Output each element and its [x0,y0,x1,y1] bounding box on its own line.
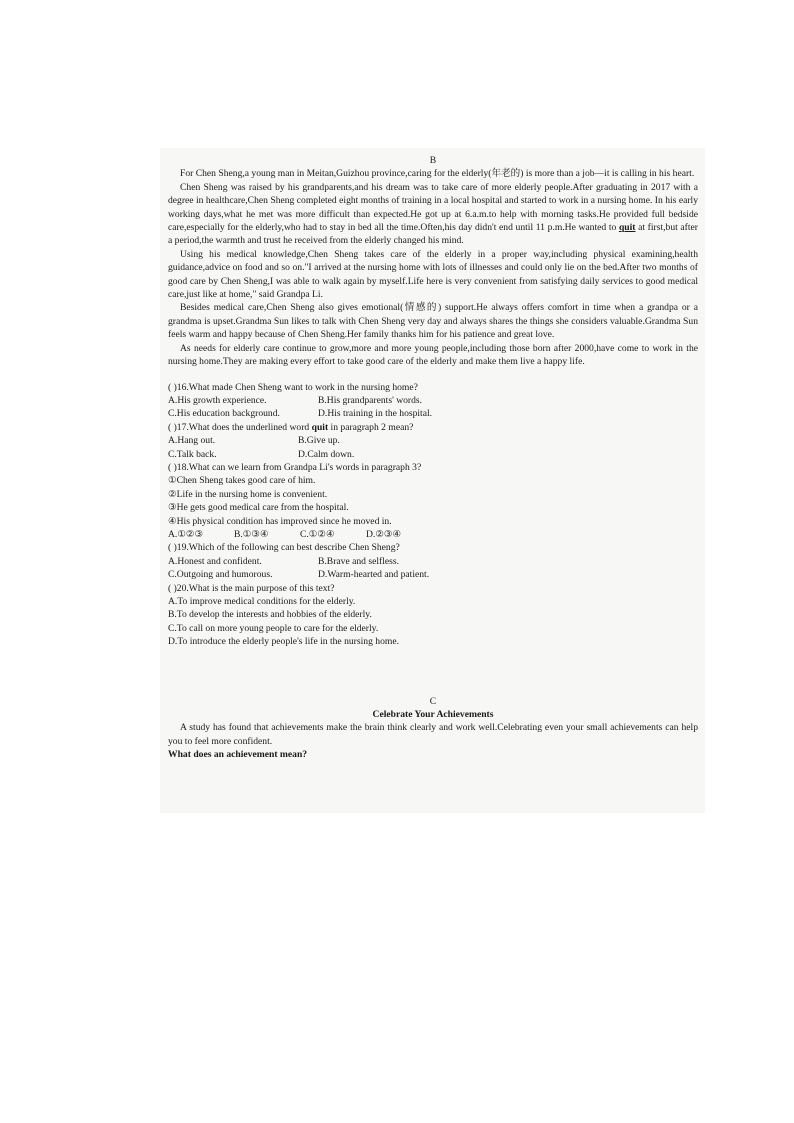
question-16-stem: ( )16.What made Chen Sheng want to work in the nursing home? [168,381,418,393]
question-17-option-b[interactable]: B.Give up. [298,435,340,447]
question-18-item-4: ④His physical condition has improved since he moved in. [168,515,392,527]
passage-b-paragraph-2-text: Chen Sheng was raised by his grandparents,and his dream was to take care of more elderly people.After graduating in 2017 with a degree in healthcare,Chen Sheng completed eight months of training in a local hospital and started to work in a nursing home. In his early working days,what he met was more difficult than expected.He got up at 6.a.m.to help with morning tasks.He provided full bedside care,especially for the elderly,who had to stay in bed all the time.Often,his day didn't end until 11 p.m.He wanted to [168,181,698,234]
questions [168,381,698,649]
passage-c-title: Celebrate Your Achievements [372,709,494,721]
question-19-option-d[interactable]: D.Warm-hearted and patient. [318,569,430,581]
question-16-option-b[interactable]: B.His grandparents' words. [318,394,423,406]
question-16-option-a[interactable]: A.His growth experience. [168,394,267,406]
question-19-option-a[interactable]: A.Honest and confident. [168,555,262,567]
passage-b-paragraph-2 [168,181,698,248]
question-20-option-a[interactable]: A.To improve medical conditions for the elderly. [168,596,356,607]
question-19-option-b[interactable]: B.Brave and selfless. [318,555,399,567]
question-17-options-cd [168,448,698,461]
section-c-letter: C [429,695,437,707]
question-18-option-b[interactable]: B.①③④ [234,528,269,540]
question-17-option-a[interactable]: A.Hang out. [168,435,216,447]
passage-c-subheading: What does an achievement mean? [168,749,308,761]
question-18-option-a[interactable]: A.①②③ [168,528,204,540]
question-19-option-c[interactable]: C.Outgoing and humorous. [168,569,273,581]
question-18-options [168,528,698,541]
question-19-stem: ( )19.Which of the following can best describe Chen Sheng? [168,542,400,554]
question-20-option-c[interactable]: C.To call on more young people to care for the elderly. [168,622,379,634]
question-17-stem [168,421,698,434]
question-18-item-2: ②Life in the nursing home is convenient. [168,488,328,500]
passage-b-paragraph-1: For Chen Sheng,a young man in Meitan,Guizhou province,caring for the elderly(年老的) is more than a job—it is calling in his heart. [180,168,695,180]
question-18-stem: ( )18.What can we learn from Grandpa Li's words in paragraph 3? [168,461,422,473]
passage-b-paragraph-5: As needs for elderly care continue to grow,more and more young people,including those born after 2000,have come to work in the nursing home.They are making every effort to take good care of the elderly and make them live a happy life. [168,342,698,368]
passage-c [168,695,698,762]
question-18-option-d[interactable]: D.②③④ [366,528,402,540]
question-16-options-cd [168,407,698,420]
question-19-options-cd [168,568,698,581]
exam-content [168,150,698,762]
question-17-keyword: quit [311,421,329,433]
question-18-item-3: ③He gets good medical care from the hospital. [168,502,349,514]
passage-b-paragraph-2-tail: at first,but after a period,the warmth and trust he received from the elderly changed his mind. [168,222,698,247]
question-18-item-1: ①Chen Sheng takes good care of him. [168,475,316,487]
question-18-option-c[interactable]: C.①②④ [300,528,335,540]
passage-b-paragraph-4: Besides medical care,Chen Sheng also gives emotional(情感的) support.He always offers comfort in time when a grandpa or a grandma is upset.Grandma Sun likes to talk with Chen Sheng very day and always shares the things she considers valuable.Grandma Sun feels warm and happy because of Chen Sheng.Her family thanks him for his patience and great love. [168,302,698,341]
question-17-option-c[interactable]: C.Talk back. [168,448,217,460]
question-17-stem-post: in paragraph 2 mean? [328,421,414,433]
passage-b [168,167,698,368]
passage-c-paragraph-1: A study has found that achievements make the brain think clearly and work well.Celebrating even your small achievements can help you to feel more confident. [168,722,698,747]
question-17-stem-pre: ( )17.What does the underlined word [168,421,312,433]
question-16-option-c[interactable]: C.His education background. [168,408,280,420]
underlined-word-quit: quit [618,222,636,234]
question-17-options-ab [168,434,698,447]
question-16-option-d[interactable]: D.His training in the hospital. [318,408,433,420]
question-20-option-b[interactable]: B.To develop the interests and hobbies of the elderly. [168,609,372,621]
passage-b-paragraph-3: Using his medical knowledge,Chen Sheng takes care of the elderly in a proper way,including physical examining,health guidance,advice on food and so on."I arrived at the nursing home with lots of illnesses and could only lie on the bed.After two months of good care by Chen Sheng,I was able to walk again by myself.Life here is very convenient from satisfying daily services to good medical care,just like at home," said Grandpa Li. [168,248,698,301]
section-b-letter: B [429,155,437,166]
question-20-stem: ( )20.What is the main purpose of this text? [168,582,335,594]
question-17-option-d[interactable]: D.Calm down. [298,448,355,460]
question-19-options-ab [168,555,698,568]
question-20-option-d[interactable]: D.To introduce the elderly people's life in the nursing home. [168,636,399,648]
question-16-options-ab [168,394,698,407]
